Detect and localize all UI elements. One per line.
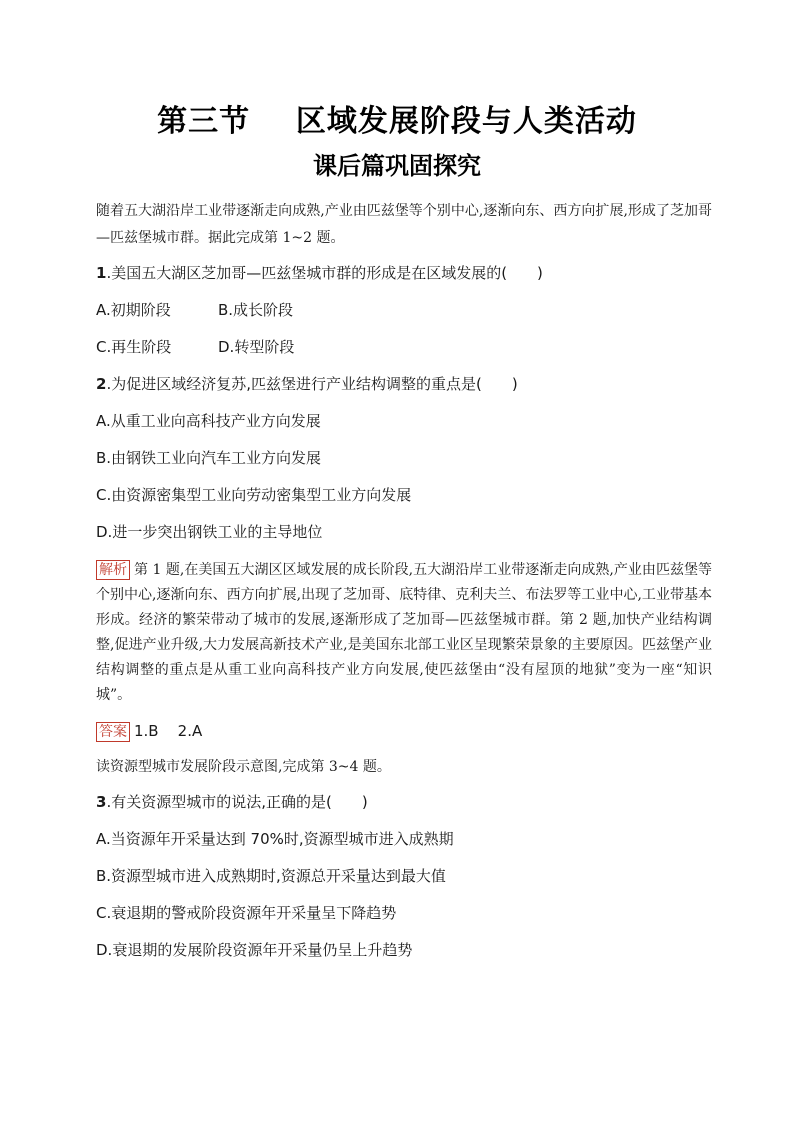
question-text: .美国五大湖区芝加哥—匹兹堡城市群的形成是在区域发展的( ) bbox=[106, 264, 543, 282]
option-c: C.再生阶段 bbox=[96, 338, 172, 356]
analysis-tag: 解析 bbox=[96, 560, 130, 580]
answer-text: 1.B 2.A bbox=[134, 722, 203, 740]
question-number: 1 bbox=[96, 264, 107, 282]
option-a: A.当资源年开采量达到 70%时,资源型城市进入成熟期 bbox=[96, 830, 454, 848]
option-b: B.成长阶段 bbox=[218, 301, 294, 319]
question-3 bbox=[96, 791, 712, 813]
page-subtitle: 课后篇巩固探究 bbox=[313, 152, 481, 180]
options-row-2 bbox=[96, 336, 712, 358]
option-d: D.转型阶段 bbox=[218, 338, 295, 356]
option-a: A.从重工业向高科技产业方向发展 bbox=[96, 412, 321, 430]
option-c: C.由资源密集型工业向劳动密集型工业方向发展 bbox=[96, 486, 412, 504]
content-area bbox=[96, 198, 712, 976]
option-b: B.由钢铁工业向汽车工业方向发展 bbox=[96, 449, 322, 467]
intro-paragraph-1: 随着五大湖沿岸工业带逐渐走向成熟,产业由匹兹堡等个别中心,逐渐向东、西方向扩展,形成了芝加哥—匹兹堡城市群。据此完成第 1~2 题。 bbox=[96, 203, 712, 246]
option-d: D.进一步突出钢铁工业的主导地位 bbox=[96, 523, 323, 541]
intro-paragraph-2: 读资源型城市发展阶段示意图,完成第 3~4 题。 bbox=[96, 759, 391, 775]
options-row-1 bbox=[96, 299, 712, 321]
analysis-text: 第 1 题,在美国五大湖区区域发展的成长阶段,五大湖沿岸工业带逐渐走向成熟,产业由匹兹堡等个别中心,逐渐向东、西方向扩展,出现了芝加哥、底特律、克利夫兰、布法罗等工业中心,工业带基本形成。经济的繁荣带动了城市的发展,逐渐形成了芝加哥—匹兹堡城市群。第 2 题,加快产业结构调整,促进产业升级,大力发展高新技术产业,是美国东北部工业区呈现繁荣景象的主要原因。匹兹堡产业结构调整的重点是从重工业向高科技产业方向发展,使匹兹堡由“没有屋顶的地狱”变为一座“知识城”。 bbox=[96, 562, 712, 703]
question-text: .为促进区域经济复苏,匹兹堡进行产业结构调整的重点是( ) bbox=[106, 375, 518, 393]
question-number: 3 bbox=[96, 793, 107, 811]
option-a: A.初期阶段 bbox=[96, 301, 171, 319]
question-number: 2 bbox=[96, 375, 107, 393]
question-1 bbox=[96, 262, 712, 284]
answer-tag: 答案 bbox=[96, 722, 130, 742]
question-text: .有关资源型城市的说法,正确的是( ) bbox=[106, 793, 368, 811]
option-c: C.衰退期的警戒阶段资源年开采量呈下降趋势 bbox=[96, 904, 397, 922]
answer-block bbox=[96, 720, 712, 742]
option-d: D.衰退期的发展阶段资源年开采量仍呈上升趋势 bbox=[96, 941, 413, 959]
option-b: B.资源型城市进入成熟期时,资源总开采量达到最大值 bbox=[96, 867, 446, 885]
analysis-block bbox=[96, 558, 712, 708]
question-2 bbox=[96, 373, 712, 395]
page-title: 第三节 区域发展阶段与人类活动 bbox=[157, 104, 637, 139]
